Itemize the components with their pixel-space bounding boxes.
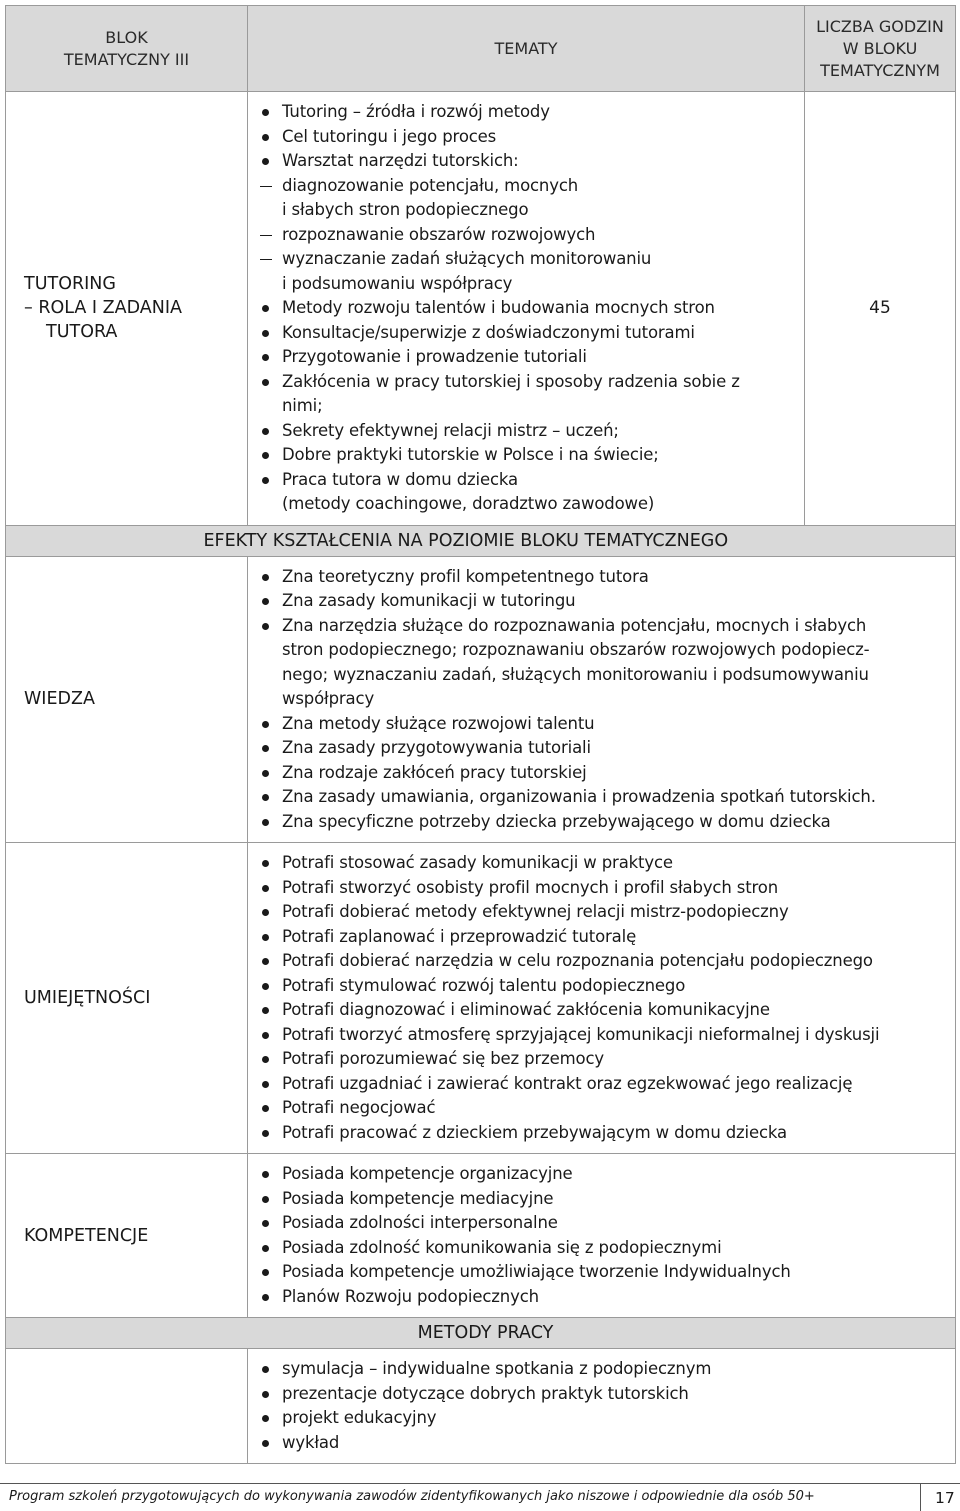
list-item: Zna zasady komunikacji w tutoringu bbox=[260, 589, 955, 614]
list-item: nego; wyznaczaniu zadań, służących monitorowaniu i podsumowywaniu bbox=[282, 664, 869, 684]
page-footer bbox=[0, 1483, 960, 1511]
block-title-line2: – ROLA I ZADANIA bbox=[24, 298, 182, 319]
competencies-list bbox=[248, 1154, 955, 1317]
list-item: Planów Rozwoju podopiecznych bbox=[260, 1285, 955, 1310]
footer-divider bbox=[920, 1484, 921, 1511]
competencies-label: KOMPETENCJE bbox=[6, 1154, 248, 1318]
block-header bbox=[6, 6, 248, 92]
list-item: Posiada zdolności interpersonalne bbox=[260, 1211, 955, 1236]
list-item: Potrafi dobierać narzędzia w celu rozpoznania potencjału podopiecznego bbox=[260, 949, 955, 974]
outcomes-header-text: EFEKTY KSZTAŁCENIA NA POZIOMIE BLOKU TEMATYCZNEGO bbox=[203, 530, 729, 551]
list-item: Potrafi uzgadniać i zawierać kontrakt oraz egzekwować jego realizację bbox=[260, 1072, 955, 1097]
methods-header bbox=[6, 1318, 956, 1349]
block-header-line2: TEMATYCZNY III bbox=[63, 49, 190, 69]
methods-row bbox=[6, 1349, 956, 1464]
topics-list bbox=[248, 92, 804, 525]
list-item: Tutoring – źródła i rozwój metody bbox=[260, 100, 804, 125]
outcomes-header-row bbox=[6, 525, 956, 556]
list-item: diagnozowanie potencjału, mocnych bbox=[260, 174, 804, 199]
knowledge-list bbox=[248, 557, 955, 843]
list-item: prezentacje dotyczące dobrych praktyk tutorskich bbox=[260, 1382, 955, 1407]
list-item: Zna teoretyczny profil kompetentnego tutora bbox=[260, 565, 955, 590]
list-item: Metody rozwoju talentów i budowania mocnych stron bbox=[260, 296, 804, 321]
block-row bbox=[6, 92, 956, 526]
list-item: Zna rodzaje zakłóceń pracy tutorskiej bbox=[260, 761, 955, 786]
list-item: nimi; bbox=[282, 396, 323, 415]
methods-cell bbox=[248, 1349, 956, 1464]
list-item: Potrafi diagnozować i eliminować zakłócenia komunikacyjne bbox=[260, 998, 955, 1023]
list-item: Potrafi negocjować bbox=[260, 1096, 955, 1121]
hours-header-line1: LICZBA GODZIN bbox=[816, 16, 944, 36]
footer-text: Program szkoleń przygotowujących do wykonywania zawodów zidentyfikowanych jako niszowe i odpowiednie dla osób 50+ bbox=[9, 1489, 815, 1504]
skills-cell bbox=[248, 843, 956, 1154]
list-item: Posiada kompetencje organizacyjne bbox=[260, 1162, 955, 1187]
page-number: 17 bbox=[935, 1489, 955, 1507]
block-title-line3: TUTORA bbox=[46, 322, 118, 343]
knowledge-row bbox=[6, 556, 956, 843]
hours-header bbox=[805, 6, 956, 92]
list-item: Potrafi stosować zasady komunikacji w praktyce bbox=[260, 851, 955, 876]
list-item: projekt edukacyjny bbox=[260, 1406, 955, 1431]
skills-list bbox=[248, 843, 955, 1153]
hours-header-line2: W BLOKU bbox=[842, 38, 918, 58]
list-item: Potrafi tworzyć atmosferę sprzyjającej komunikacji nieformalnej i dyskusji bbox=[260, 1023, 955, 1048]
block-title-line1: TUTORING bbox=[24, 274, 116, 295]
list-item: wykład bbox=[260, 1431, 955, 1456]
methods-header-row bbox=[6, 1318, 956, 1349]
list-item: Zna zasady umawiania, organizowania i prowadzenia spotkań tutorskich. bbox=[260, 785, 955, 810]
hours-value: 45 bbox=[805, 92, 956, 526]
list-item: stron podopiecznego; rozpoznawaniu obszarów rozwojowych podopiecz- bbox=[282, 640, 870, 659]
list-item: (metody coachingowe, doradztwo zawodowe) bbox=[282, 494, 655, 513]
list-item: Potrafi stymulować rozwój talentu podopiecznego bbox=[260, 974, 955, 999]
knowledge-cell bbox=[248, 556, 956, 843]
list-item: Posiada zdolność komunikowania się z podopiecznymi bbox=[260, 1236, 955, 1261]
hours-header-line3: TEMATYCZNYM bbox=[820, 60, 940, 80]
list-item: rozpoznawanie obszarów rozwojowych bbox=[260, 223, 804, 248]
list-item: Cel tutoringu i jego proces bbox=[260, 125, 804, 150]
list-item: i podsumowaniu współpracy bbox=[282, 273, 513, 293]
list-item: Posiada kompetencje umożliwiające tworzenie Indywidualnych bbox=[260, 1260, 955, 1285]
list-item: wyznaczanie zadań służących monitorowaniu bbox=[260, 247, 804, 272]
header-row bbox=[6, 6, 956, 92]
list-item: i słabych stron podopiecznego bbox=[282, 200, 529, 219]
list-item: Zna specyficzne potrzeby dziecka przebywającego w domu dziecka bbox=[260, 810, 955, 835]
list-item: Zna narzędzia służące do rozpoznawania potencjału, mocnych i słabych bbox=[260, 614, 955, 639]
list-item: symulacja – indywidualne spotkania z podopiecznym bbox=[260, 1357, 955, 1382]
list-item: Potrafi zaplanować i przeprowadzić tutoralę bbox=[260, 925, 955, 950]
list-item: Potrafi porozumiewać się bez przemocy bbox=[260, 1047, 955, 1072]
list-item: Konsultacje/superwizje z doświadczonymi tutorami bbox=[260, 321, 804, 346]
methods-list bbox=[248, 1349, 955, 1463]
list-item: Dobre praktyki tutorskie w Polsce i na świecie; bbox=[260, 443, 804, 468]
competencies-cell bbox=[248, 1154, 956, 1318]
list-item: Zna zasady przygotowywania tutoriali bbox=[260, 736, 955, 761]
curriculum-table bbox=[5, 5, 956, 1464]
methods-label-cell bbox=[6, 1349, 248, 1464]
methods-header-text: METODY PRACY bbox=[417, 1323, 554, 1343]
list-item: Praca tutora w domu dziecka bbox=[260, 468, 804, 493]
list-item: Sekrety efektywnej relacji mistrz – uczeń; bbox=[260, 419, 804, 444]
block-header-line1: BLOK bbox=[105, 27, 148, 47]
block-title bbox=[6, 92, 248, 526]
list-item: Potrafi pracować z dzieckiem przebywającym w domu dziecka bbox=[260, 1121, 955, 1146]
list-item: Potrafi stworzyć osobisty profil mocnych i profil słabych stron bbox=[260, 876, 955, 901]
skills-row bbox=[6, 843, 956, 1154]
list-item: Warsztat narzędzi tutorskich: bbox=[260, 149, 804, 174]
list-item: Zna metody służące rozwojowi talentu bbox=[260, 712, 955, 737]
knowledge-label: WIEDZA bbox=[6, 556, 248, 843]
list-item: Zakłócenia w pracy tutorskiej i sposoby radzenia sobie z bbox=[260, 370, 804, 395]
list-item: Potrafi dobierać metody efektywnej relacji mistrz-podopieczny bbox=[260, 900, 955, 925]
topics-cell bbox=[248, 92, 805, 526]
competencies-row bbox=[6, 1154, 956, 1318]
skills-label: UMIEJĘTNOŚCI bbox=[6, 843, 248, 1154]
list-item: Posiada kompetencje mediacyjne bbox=[260, 1187, 955, 1212]
outcomes-header bbox=[203, 525, 956, 556]
list-item: współpracy bbox=[282, 689, 375, 708]
topics-header: TEMATY bbox=[248, 6, 805, 92]
list-item: Przygotowanie i prowadzenie tutoriali bbox=[260, 345, 804, 370]
